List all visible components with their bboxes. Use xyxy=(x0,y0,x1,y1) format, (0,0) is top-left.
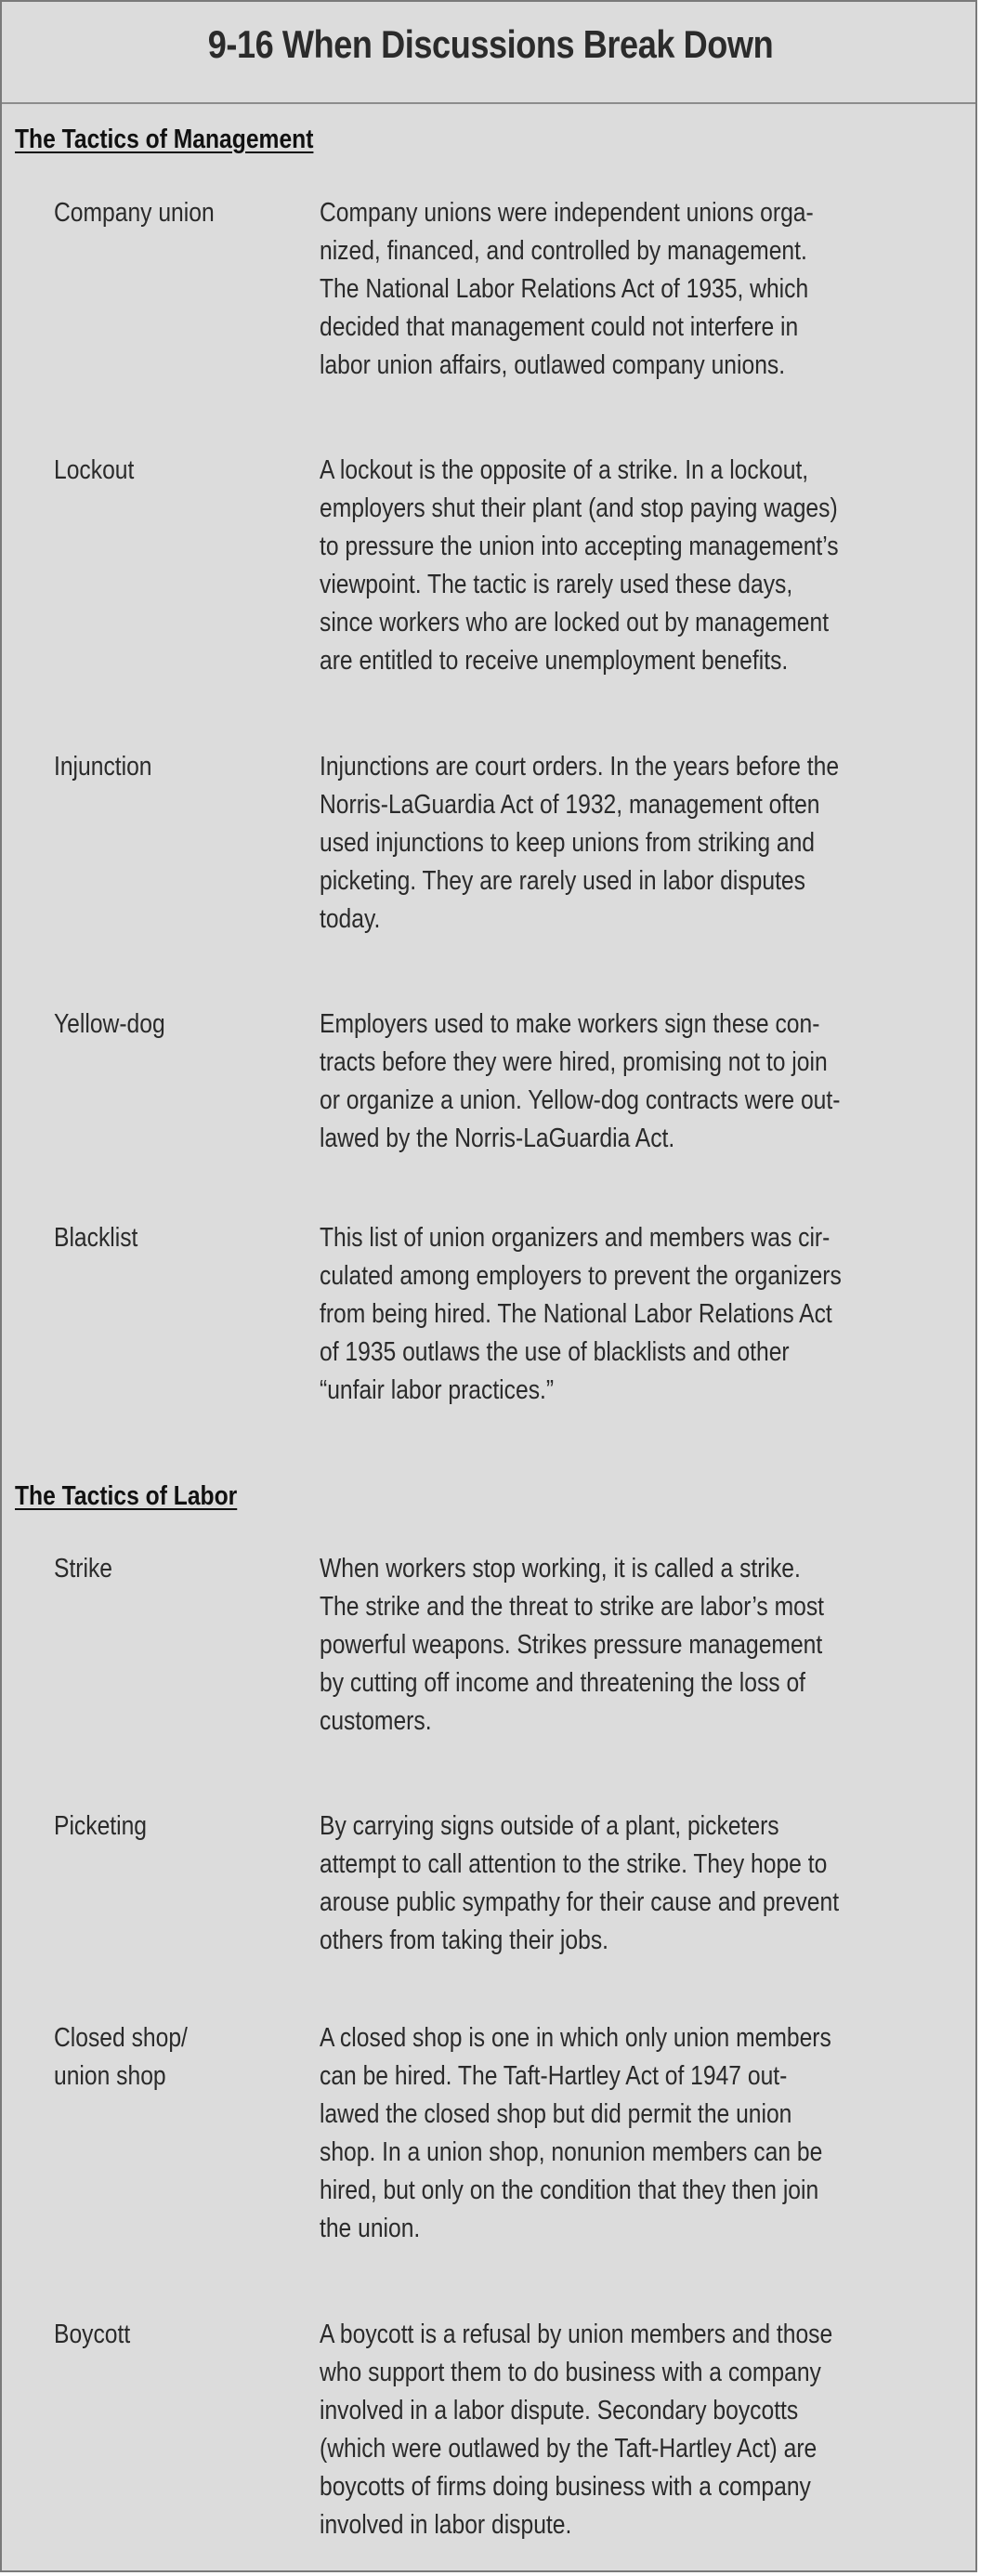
definition-line: nized, financed, and controlled by management. xyxy=(320,236,807,266)
definition-injunction xyxy=(320,748,964,939)
definition-line: Injunctions are court orders. In the years before the xyxy=(320,752,840,782)
definition-line: of 1935 outlaws the use of blacklists and other xyxy=(320,1337,790,1367)
definition-company-union xyxy=(320,194,964,385)
definition-line: arouse public sympathy for their cause and prevent xyxy=(320,1887,840,1917)
definition-line: or organize a union. Yellow-dog contracts were out- xyxy=(320,1085,841,1115)
definition-line: (which were outlawed by the Taft-Hartley Act) are xyxy=(320,2434,818,2464)
definition-line: Norris-LaGuardia Act of 1932, management often xyxy=(320,790,820,820)
definition-line: who support them to do business with a company xyxy=(320,2358,821,2387)
definition-line: today. xyxy=(320,904,381,934)
page-title: 9-16 When Discussions Break Down xyxy=(207,22,774,66)
term-line: Picketing xyxy=(54,1811,148,1841)
definition-line: shop. In a union shop, nonunion members can be xyxy=(320,2137,823,2167)
definition-line: tracts before they were hired, promising not to join xyxy=(320,1047,828,1077)
term-line: Closed shop/ xyxy=(54,2023,188,2053)
definition-line: customers. xyxy=(320,1706,432,1736)
term-lockout xyxy=(54,452,259,490)
definition-line: used injunctions to keep unions from striking and xyxy=(320,828,816,858)
term-line: Blacklist xyxy=(54,1223,138,1253)
definition-line: “unfair labor practices.” xyxy=(320,1375,555,1405)
definition-line: hired, but only on the condition that they then join xyxy=(320,2175,819,2205)
definition-line: By carrying signs outside of a plant, picketers xyxy=(320,1811,779,1841)
definition-line: powerful weapons. Strikes pressure management xyxy=(320,1630,823,1660)
definition-line: since workers who are locked out by management xyxy=(320,608,830,637)
term-line: union shop xyxy=(54,2061,166,2091)
definition-line: This list of union organizers and members was cir- xyxy=(320,1223,831,1253)
term-line: Injunction xyxy=(54,752,152,782)
term-closed-shop xyxy=(54,2019,259,2096)
definition-lockout xyxy=(320,452,964,680)
definition-boycott xyxy=(320,2316,964,2544)
term-line: Yellow-dog xyxy=(54,1009,165,1039)
definition-line: A lockout is the opposite of a strike. In a lockout, xyxy=(320,455,809,485)
definition-line: others from taking their jobs. xyxy=(320,1925,609,1955)
definition-picketing xyxy=(320,1807,964,1960)
term-line: Strike xyxy=(54,1554,113,1584)
definition-line: lawed the closed shop but did permit the union xyxy=(320,2099,792,2129)
term-picketing xyxy=(54,1807,259,1846)
definition-line: to pressure the union into accepting management’s xyxy=(320,532,839,561)
term-blacklist xyxy=(54,1219,259,1257)
definition-line: picketing. They are rarely used in labor disputes xyxy=(320,866,805,896)
definition-line: can be hired. The Taft-Hartley Act of 1947 out- xyxy=(320,2061,788,2091)
definition-line: attempt to call attention to the strike. They hope to xyxy=(320,1849,828,1879)
definition-blacklist xyxy=(320,1219,964,1410)
definition-closed-shop xyxy=(320,2019,964,2248)
definition-line: Company unions were independent unions orga- xyxy=(320,198,814,228)
term-line: Boycott xyxy=(54,2320,131,2349)
definition-line: by cutting off income and threatening the loss of xyxy=(320,1668,806,1698)
term-strike xyxy=(54,1550,259,1588)
definition-line: viewpoint. The tactic is rarely used these days, xyxy=(320,570,793,599)
term-boycott xyxy=(54,2316,259,2354)
definition-line: The National Labor Relations Act of 1935, which xyxy=(320,274,809,304)
definition-line: decided that management could not interfere in xyxy=(320,312,799,342)
definition-line: When workers stop working, it is called a strike. xyxy=(320,1554,801,1584)
term-line: Company union xyxy=(54,198,215,228)
definition-line: from being hired. The National Labor Relations Act xyxy=(320,1299,832,1329)
term-injunction xyxy=(54,748,259,786)
definition-line: employers shut their plant (and stop paying wages) xyxy=(320,493,838,523)
definition-line: boycotts of firms doing business with a company xyxy=(320,2472,811,2502)
definition-line: The strike and the threat to strike are labor’s most xyxy=(320,1592,825,1622)
definition-line: A closed shop is one in which only union members xyxy=(320,2023,831,2053)
definition-line: A boycott is a refusal by union members and those xyxy=(320,2320,833,2349)
definition-line: are entitled to receive unemployment benefits. xyxy=(320,646,789,676)
definition-strike xyxy=(320,1550,964,1741)
definition-line: lawed by the Norris-LaGuardia Act. xyxy=(320,1124,675,1153)
definition-line: involved in a labor dispute. Secondary boycotts xyxy=(320,2396,799,2425)
term-company-union xyxy=(54,194,259,232)
term-yellow-dog xyxy=(54,1005,259,1044)
definition-line: the union. xyxy=(320,2214,421,2243)
title-rule xyxy=(2,102,975,104)
definition-yellow-dog xyxy=(320,1005,964,1158)
term-line: Lockout xyxy=(54,455,135,485)
definition-line: labor union affairs, outlawed company unions. xyxy=(320,350,786,380)
definition-line: Employers used to make workers sign these con- xyxy=(320,1009,820,1039)
section-heading-labor: The Tactics of Labor xyxy=(15,1481,238,1511)
definition-line: culated among employers to prevent the organizers xyxy=(320,1261,842,1291)
definition-line: involved in labor dispute. xyxy=(320,2510,572,2540)
section-heading-management: The Tactics of Management xyxy=(15,125,314,154)
